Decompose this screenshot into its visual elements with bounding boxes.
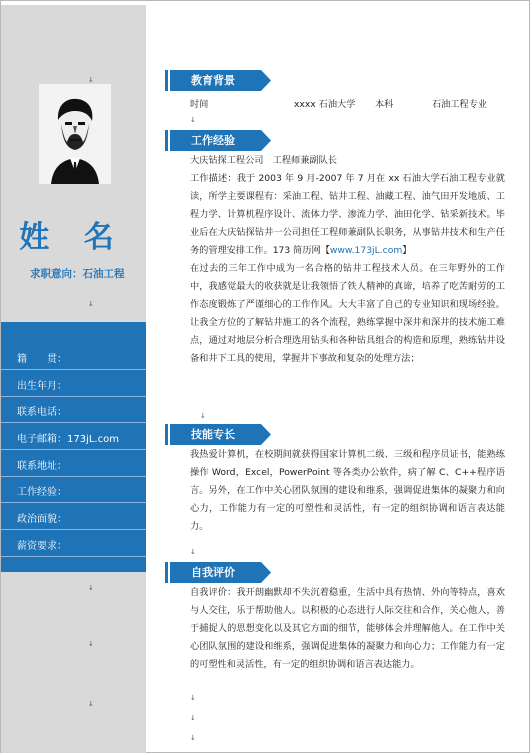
work-description-text: 工作描述：我于 2003 年 9 月-2007 年 7 月在 xx 石油大学石油工程专业就读，所学主要课程有：采油工程、钻井工程、油藏工程、油气田开发地质、工程力学、计算机程序设计、流体力学、渗流力学、油田化学、钻采新技术。毕业后在大庆钻探钻井一公司担任工程师兼副队长职务，从事钻井技术和生产任务的管理安排工作。 xyxy=(190,173,505,256)
work-description xyxy=(190,170,505,260)
paragraph-mark-icon: ↓ xyxy=(88,584,94,592)
edu-major: 石油工程专业 xyxy=(432,99,488,110)
skills-text: 我热爱计算机，在校期间就获得国家计算机二级、三级和程序员证书，能熟练操作 Word，Excel，PowerPoint 等各类办公软件，病了解 C、C++程序语言。另外，在工作中关心团队氛围的建设和维系，强调促进集体的凝聚力和向心力，工作能力有一定的可塑性和灵活性，有一定的组织协调和语言表达能力。 xyxy=(190,449,505,532)
paragraph-mark-icon: ↓ xyxy=(190,694,196,702)
info-row-phone: 联系电话： xyxy=(1,402,146,423)
personal-info-panel xyxy=(1,322,146,572)
paragraph-mark-icon: ↓ xyxy=(190,548,196,556)
website-link[interactable]: www.173jL.com xyxy=(329,245,403,256)
paragraph-mark-icon: ↓ xyxy=(88,76,94,84)
paragraph-mark-icon: ↓ xyxy=(190,714,196,722)
paragraph-mark-icon: ↓ xyxy=(88,300,94,308)
paragraph-mark-icon: ↓ xyxy=(88,640,94,648)
section-education-title: 教育背景 xyxy=(191,74,235,87)
section-work-title: 工作经验 xyxy=(191,134,235,147)
self-text: 自我评价：我开朗幽默却不失沉着稳重，生活中具有热情、外向等特点，喜欢与人交往，乐于帮助他人。以积极的心态进行人际交往和合作，关心他人，善于捕捉人的思想变化以及其它方面的细节，能够体会并理解他人。在工作中关心团队氛围的建设和维系，强调促进集体的凝聚力和向心力；工作能力有一定的可塑性和灵活性，有一定的组织协调和语言表达能力。 xyxy=(190,587,505,670)
work-company-line: 大庆钻探工程公司 工程师兼副队长 xyxy=(190,155,337,166)
paragraph-mark-icon: ↓ xyxy=(190,734,196,742)
info-row-birth: 出生年月： xyxy=(1,376,146,397)
info-row-experience: 工作经验： xyxy=(1,482,146,503)
work-content xyxy=(190,152,505,368)
section-self-title: 自我评价 xyxy=(191,566,235,579)
candidate-name: 姓 名 xyxy=(19,220,126,255)
paragraph-mark-icon: ↓ xyxy=(190,116,196,124)
work-brand-text: 173 简历网【 xyxy=(272,245,330,256)
portrait-photo xyxy=(39,84,111,184)
work-brand-end: 】 xyxy=(402,245,412,256)
paragraph-mark-icon: ↓ xyxy=(200,412,206,420)
info-row-hometown: 籍 贯： xyxy=(1,349,146,370)
info-row-political: 政治面貌： xyxy=(1,509,146,530)
skills-content xyxy=(190,446,505,536)
work-achievements: 在过去的三年工作中成为一名合格的钻井工程技术人员。在三年野外的工作中，我感觉最大的收获就是让我领悟了铁人精神的真谛，培养了吃苦耐劳的工作态度锻炼了严谨细心的工作作风。大大丰富了自己的专业知识和现场经验。让我全方位的了解钻井施工的各个流程，熟练掌握中深井和深井的技术施工难点，通过对地层分析合理选用钻头和各种钻具组合的构造和原理，熟练钻井设备和井下工具的使用，掌握井下事故和复杂的处理方法； xyxy=(190,263,505,364)
self-content xyxy=(190,584,505,674)
paragraph-mark-icon: ↓ xyxy=(88,700,94,708)
info-row-email: 电子邮箱：173jL.com xyxy=(1,429,146,450)
edu-degree: 本科 xyxy=(375,99,394,110)
edu-school: xxxx 石油大学 xyxy=(294,99,356,110)
job-intent: 求职意向：石油工程 xyxy=(30,268,125,280)
info-row-address: 联系地址： xyxy=(1,456,146,477)
edu-time-label: 时间 xyxy=(190,99,209,110)
info-row-salary: 薪资要求： xyxy=(1,536,146,557)
section-skills-title: 技能专长 xyxy=(191,428,235,441)
